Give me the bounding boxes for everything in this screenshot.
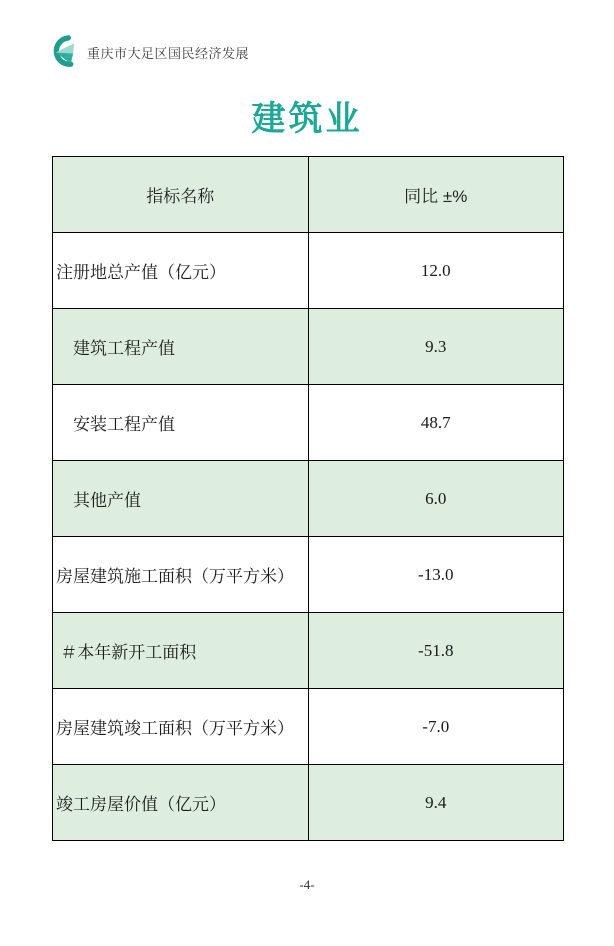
org-logo-icon xyxy=(44,31,79,74)
stats-table xyxy=(52,156,564,841)
indicator-value: 9.3 xyxy=(308,309,564,385)
page-number: -4- xyxy=(299,877,315,892)
indicator-label: 竣工房屋价值（亿元） xyxy=(53,765,309,841)
indicator-label: 建筑工程产值 xyxy=(53,309,309,385)
table-row xyxy=(53,233,564,309)
indicator-value: 48.7 xyxy=(308,385,564,461)
indicator-label: 注册地总产值（亿元） xyxy=(53,233,309,309)
indicator-value: -13.0 xyxy=(308,537,564,613)
indicator-label: 房屋建筑施工面积（万平方米） xyxy=(53,537,309,613)
indicator-value: -51.8 xyxy=(308,613,564,689)
table-row xyxy=(53,461,564,537)
indicator-label: ＃本年新开工面积 xyxy=(53,613,309,689)
page-title: 建筑业 xyxy=(251,101,363,138)
table-row xyxy=(53,613,564,689)
indicator-value: -7.0 xyxy=(308,689,564,765)
indicator-label: 房屋建筑竣工面积（万平方米） xyxy=(53,689,309,765)
table-header-row xyxy=(53,157,564,233)
column-header-indicator: 指标名称 xyxy=(53,157,309,233)
indicator-label: 其他产值 xyxy=(53,461,309,537)
table-row xyxy=(53,309,564,385)
column-header-yoy: 同比 ±% xyxy=(308,157,564,233)
table-row xyxy=(53,765,564,841)
table-row xyxy=(53,689,564,765)
org-name: 重庆市大足区国民经济发展 xyxy=(87,46,250,61)
table-row xyxy=(53,537,564,613)
indicator-label: 安装工程产值 xyxy=(53,385,309,461)
document-header xyxy=(44,31,249,74)
indicator-value: 6.0 xyxy=(308,461,564,537)
indicator-value: 9.4 xyxy=(308,765,564,841)
indicator-value: 12.0 xyxy=(308,233,564,309)
table-row xyxy=(53,385,564,461)
